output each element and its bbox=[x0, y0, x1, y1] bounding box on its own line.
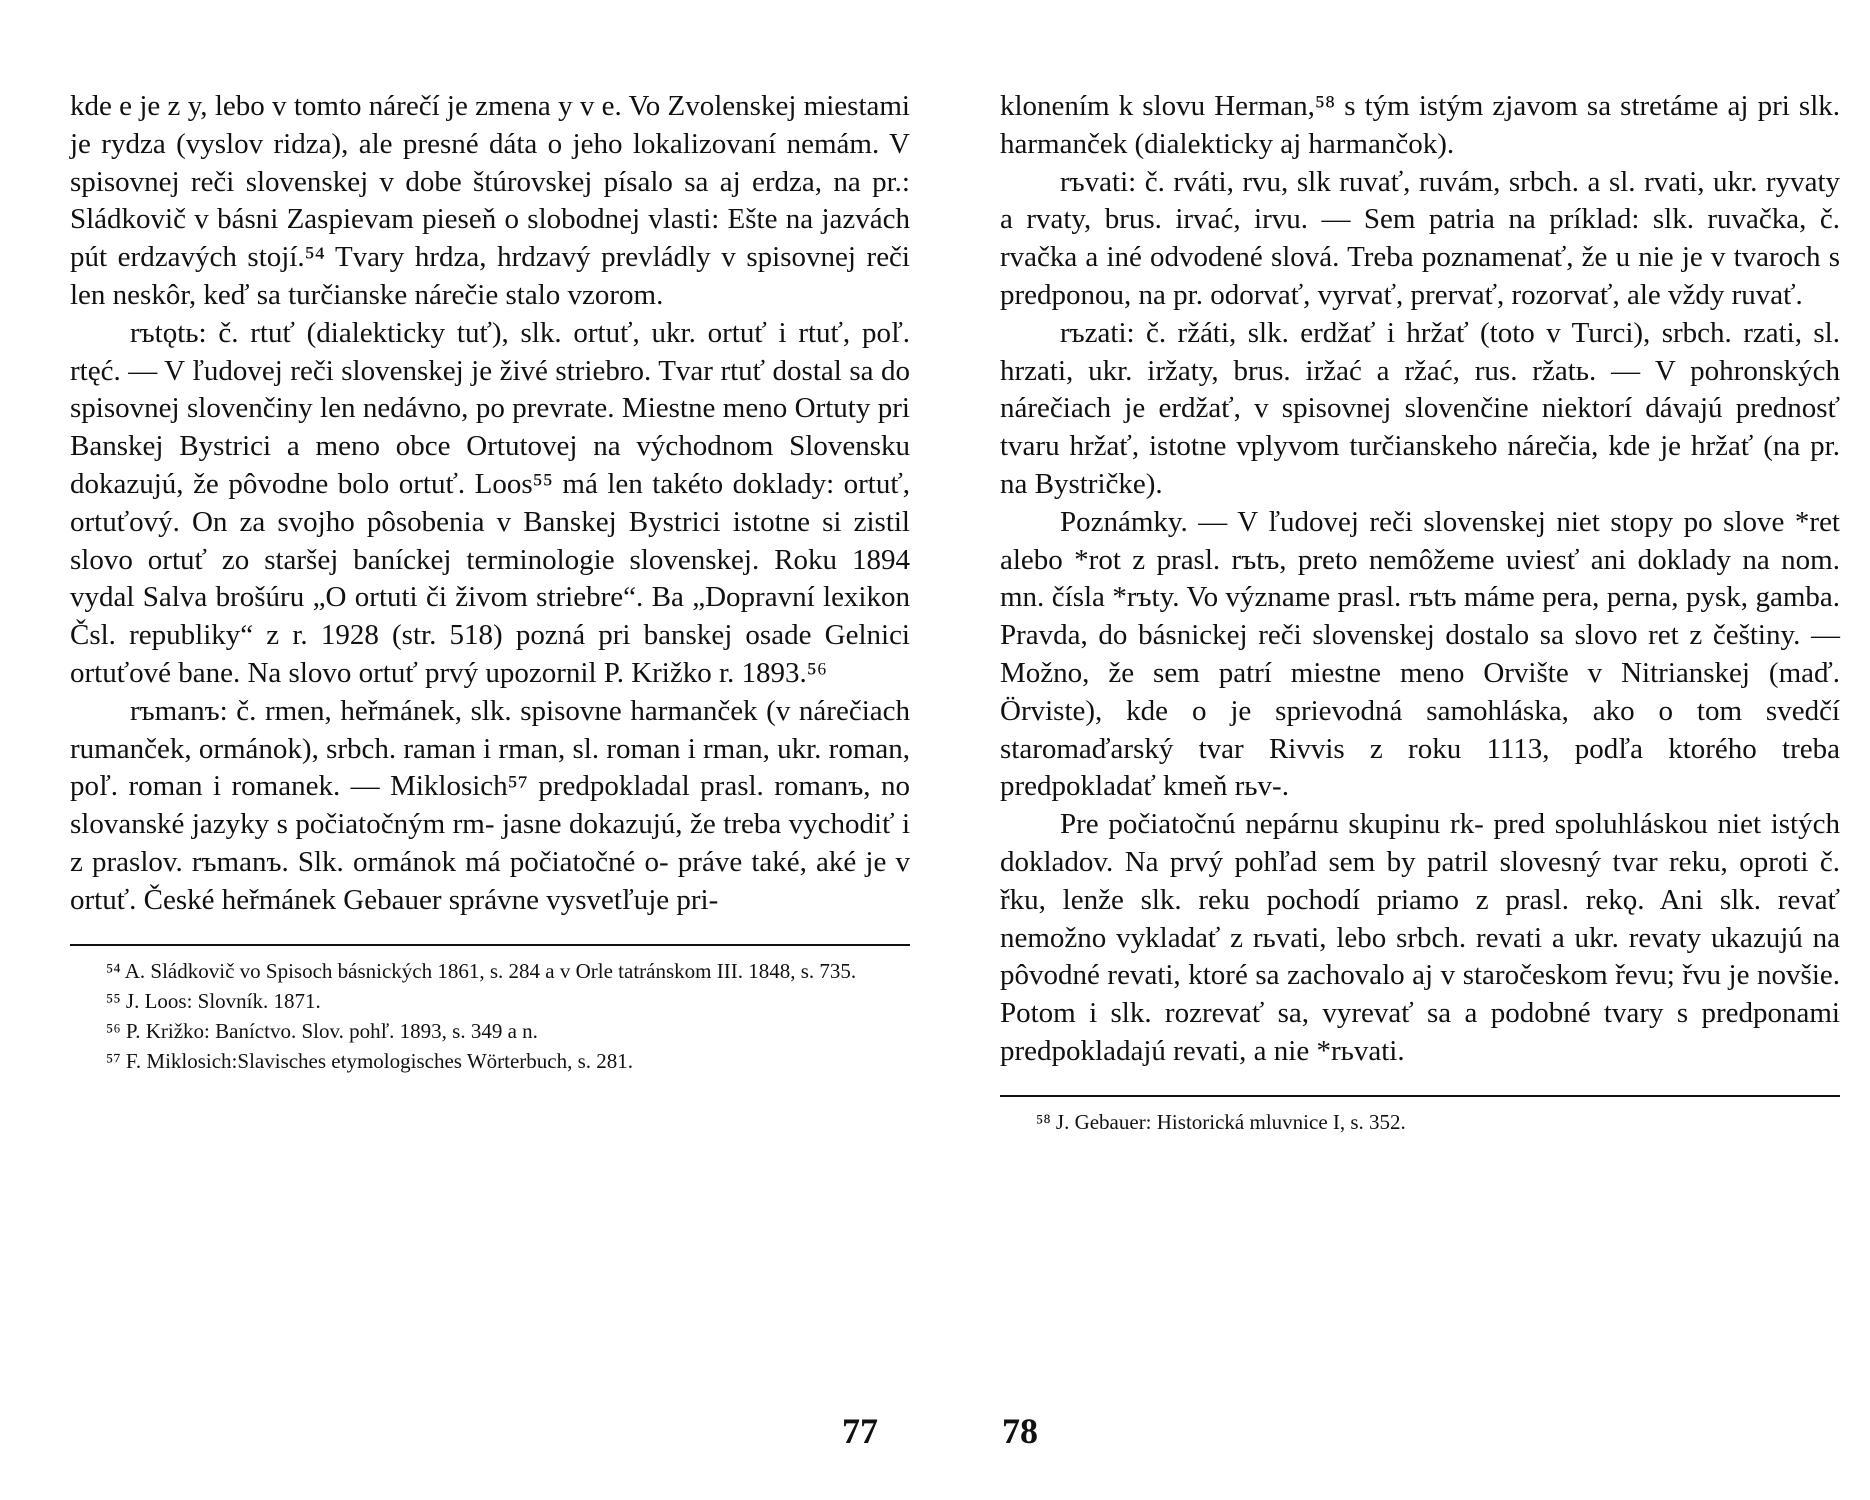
footnote: ⁵⁴ A. Sládkovič vo Spisoch básnických 1861, s. 284 a v Orle tatránskom III. 1848, s. 735. bbox=[106, 958, 857, 983]
page-number-right: 78 bbox=[1002, 1411, 1038, 1451]
paragraph: rъmanъ: č. rmen, heřmánek, slk. spisovne harmanček (v nárečiach rumanček, ormánok), srbch. raman i rman, sl. roman i rman, ukr. roman, poľ. roman i romanek. — Miklosich⁵⁷ predpokladal prasl. romanъ, no slovanské jazyky s počiatočným rm- jasne dokazujú, že treba vychodiť i z praslov. rъmanъ. Slk. ormánok má počiatočné o- práve také, aké je v ortuť. České heřmánek Gebauer správne vysvetľuje pri- bbox=[70, 694, 910, 916]
left-footnotes bbox=[70, 956, 910, 1076]
paragraph: Poznámky. — V ľudovej reči slovenskej niet stopy po slove *ret alebo *rot z prasl. rъtъ, preto nemôžeme uviesť ani doklady na nom. mn. čísla *rъty. Vo význame prasl. rъtъ máme pera, perna, pysk, gamba. Pravda, do básnickej reči slovenskej dostalo sa slovo ret z češtiny. — Možno, že sem patrí miestne meno Orvište v Nitrianskej (maď. Örviste), kde o je sprievodná samohláska, ako o tom svedčí staromaďarský tvar Rivvis z roku 1113, podľa ktorého treba predpokladať kmeň rьv-. bbox=[1000, 505, 1840, 803]
footnote: ⁵⁸ J. Gebauer: Historická mluvnice I, s. 352. bbox=[1036, 1109, 1406, 1134]
right-footnotes bbox=[1000, 1107, 1840, 1137]
page-number-left: 77 bbox=[842, 1411, 878, 1451]
paragraph: kde e je z y, lebo v tomto nárečí je zmena y v e. Vo Zvolenskej miestami je rydza (vyslov ridza), ale presné dáta o jeho lokalizovaní nemám. V spisovnej reči slovenskej v dobe štúrovskej písalo sa aj erdza, na pr.: Sládkovič v básni Zaspievam pieseň o slobodnej vlasti: Ešte na jazvách pút erdzavých stojí.⁵⁴ Tvary hrdza, hrdzavý prevládly v spisovnej reči len neskôr, keď sa turčianske nárečie stalo vzorom. bbox=[70, 90, 910, 311]
footnote-divider bbox=[70, 944, 910, 946]
footnote: ⁵⁷ F. Miklosich:Slavisches etymologisches Wörterbuch, s. 281. bbox=[106, 1048, 634, 1073]
paragraph: klonením k slovu Herman,⁵⁸ s tým istým zjavom sa stretáme aj pri slk. harmanček (dialekticky aj harmančok). bbox=[1000, 90, 1840, 160]
paragraph: rъzati: č. ržáti, slk. erdžať i hržať (toto v Turci), srbch. rzati, sl. hrzati, ukr. iržaty, brus. iržać a ržać, rus. ržatь. — V pohronských nárečiach je erdžať, v spisovnej slovenčine niektorí dávajú prednosť tvaru hržať, istotne vplyvom turčianskeho nárečia, kde je hržať (na pr. na Bystričke). bbox=[1000, 316, 1840, 500]
right-page-body bbox=[1000, 88, 1840, 1071]
left-page-body bbox=[70, 88, 910, 920]
right-page bbox=[1000, 88, 1840, 1137]
paragraph: Pre počiatočnú nepárnu skupinu rk- pred spoluhláskou niet istých dokladov. Na prvý pohľad sem by patril slovesný tvar reku, oproti č. řku, lenže slk. reku pochodí priamo z prasl. rekǫ. Ani slk. revať nemožno vykladať z rьvati, lebo srbch. revati a ukr. revaty ukazujú na pôvodné revati, ktoré sa zachovalo aj v staročeskom řevu; řvu je novšie. Potom i slk. rozrevať sa, vyrevať sa a podobné tvary s predponami predpokladajú revati, a nie *rьvati. bbox=[1000, 808, 1840, 1067]
footnote: ⁵⁵ J. Loos: Slovník. 1871. bbox=[106, 988, 321, 1013]
footnote-divider bbox=[1000, 1095, 1840, 1097]
paragraph: rъvati: č. rváti, rvu, slk ruvať, ruvám, srbch. a sl. rvati, ukr. ryvaty a rvaty, brus. irvać, irvu. — Sem patria na príklad: slk. ruvačka, č. rvačka a iné odvodené slová. Treba poznamenať, že u nie je v tvaroch s predponou, na pr. odorvať, vyrvať, prervať, rozorvať, ale vždy ruvať. bbox=[1000, 165, 1840, 311]
paragraph: rъtǫtь: č. rtuť (dialekticky tuť), slk. ortuť, ukr. ortuť i rtuť, poľ. rtęć. — V ľudovej reči slovenskej je živé striebro. Tvar rtuť dostal sa do spisovnej slovenčiny len nedávno, po prevrate. Miestne meno Ortuty pri Banskej Bystrici a meno obce Ortutovej na východnom Slovensku dokazujú, že pôvodne bolo ortuť. Loos⁵⁵ má len takéto doklady: ortuť, ortuťový. On za svojho pôsobenia v Banskej Bystrici istotne si zistil slovo ortuť zo staršej baníckej terminologie slovenskej. Roku 1894 vydal Salva brošúru „O ortuti či živom striebre“. Ba „Dopravní lexikon Čsl. republiky“ z r. 1928 (str. 518) pozná pri banskej osade Gelnici ortuťové bane. Na slovo ortuť prvý upozornil P. Križko r. 1893.⁵⁶ bbox=[70, 316, 910, 689]
left-page bbox=[70, 88, 910, 1076]
footnote: ⁵⁶ P. Križko: Baníctvo. Slov. pohľ. 1893, s. 349 a n. bbox=[106, 1018, 538, 1043]
